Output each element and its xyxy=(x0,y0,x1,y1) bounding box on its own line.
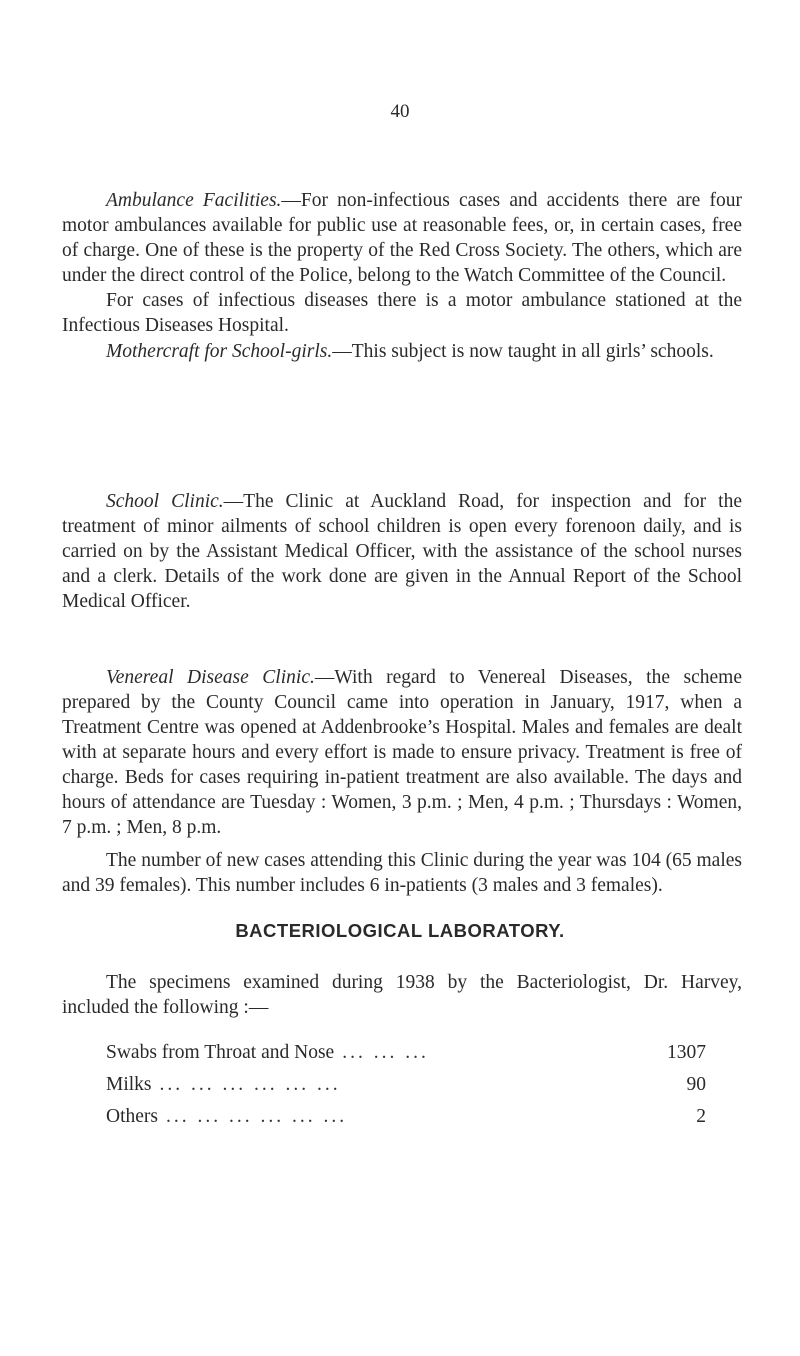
specimens-table xyxy=(106,1042,706,1138)
table-row xyxy=(106,1074,706,1106)
table-row xyxy=(106,1106,706,1138)
leader-dots: ... ... ... ... ... ... xyxy=(159,1074,341,1095)
page-number: 40 xyxy=(390,101,410,122)
section-mothercraft xyxy=(62,339,742,364)
table-row xyxy=(106,1042,706,1074)
paragraph-text: —With regard to Venereal Diseases, the scheme prepared by the County Council came into operation in January, 1917, when a Treatment Centre was opened at Addenbrooke’s Hospital. Males and females are dealt with at separate hours and every effort is made to ensure privacy. Treatment is free of charge. Beds for cases requiring in-patient treatment are also available. The days and hours of attendance are Tuesday : Women, 3 p.m. ; Men, 4 p.m. ; Thursdays : Women, 7 p.m. ; Men, 8 p.m. xyxy=(62,667,742,838)
row-label: Milks xyxy=(106,1074,152,1095)
section-ambulance-facilities xyxy=(62,188,742,338)
section-heading: Ambulance Facilities. xyxy=(106,190,282,211)
paragraph: The number of new cases attending this Clinic during the year was 104 (65 males and 39 females). This number includes 6 in-patients (3 males and 3 females). xyxy=(62,850,742,896)
row-value: 90 xyxy=(686,1074,706,1095)
section-laboratory xyxy=(62,970,742,1020)
paragraph xyxy=(62,339,742,364)
row-value: 2 xyxy=(696,1106,706,1127)
paragraph: For cases of infectious diseases there is a motor ambulance stationed at the Infectious Diseases Hospital. xyxy=(62,290,742,336)
leader-dots: ... ... ... ... ... ... xyxy=(166,1106,348,1127)
row-label: Swabs from Throat and Nose xyxy=(106,1042,335,1063)
paragraph xyxy=(62,188,742,288)
laboratory-heading: BACTERIOLOGICAL LABORATORY. xyxy=(235,920,565,941)
section-venereal-disease-clinic xyxy=(62,665,742,898)
section-school-clinic xyxy=(62,489,742,614)
section-heading: School Clinic. xyxy=(106,491,224,512)
row-value: 1307 xyxy=(667,1042,706,1063)
paragraph xyxy=(62,665,742,840)
paragraph: The specimens examined during 1938 by the Bacteriologist, Dr. Harvey, included the following :— xyxy=(62,972,742,1018)
section-heading: Mothercraft for School-girls. xyxy=(106,341,333,362)
row-label: Others xyxy=(106,1106,158,1127)
section-heading: Venereal Disease Clinic. xyxy=(106,667,315,688)
leader-dots: ... ... ... xyxy=(342,1042,429,1063)
paragraph-text: —This subject is now taught in all girls’ schools. xyxy=(332,341,714,362)
paragraph-text: —The Clinic at Auckland Road, for inspection and for the treatment of minor ailments of school children is open every forenoon daily, and is carried on by the Assistant Medical Officer, with the assistance of the school nurses and a clerk. Details of the work done are given in the Annual Report of the School Medical Officer. xyxy=(62,491,742,612)
paragraph xyxy=(62,489,742,614)
paragraph-text: —For non-infectious cases and accidents there are four motor ambulances available for public use at reasonable fees, or, in certain cases, free of charge. One of these is the property of the Red Cross Society. The others, which are under the direct control of the Police, belong to the Watch Committee of the Council. xyxy=(62,190,742,286)
